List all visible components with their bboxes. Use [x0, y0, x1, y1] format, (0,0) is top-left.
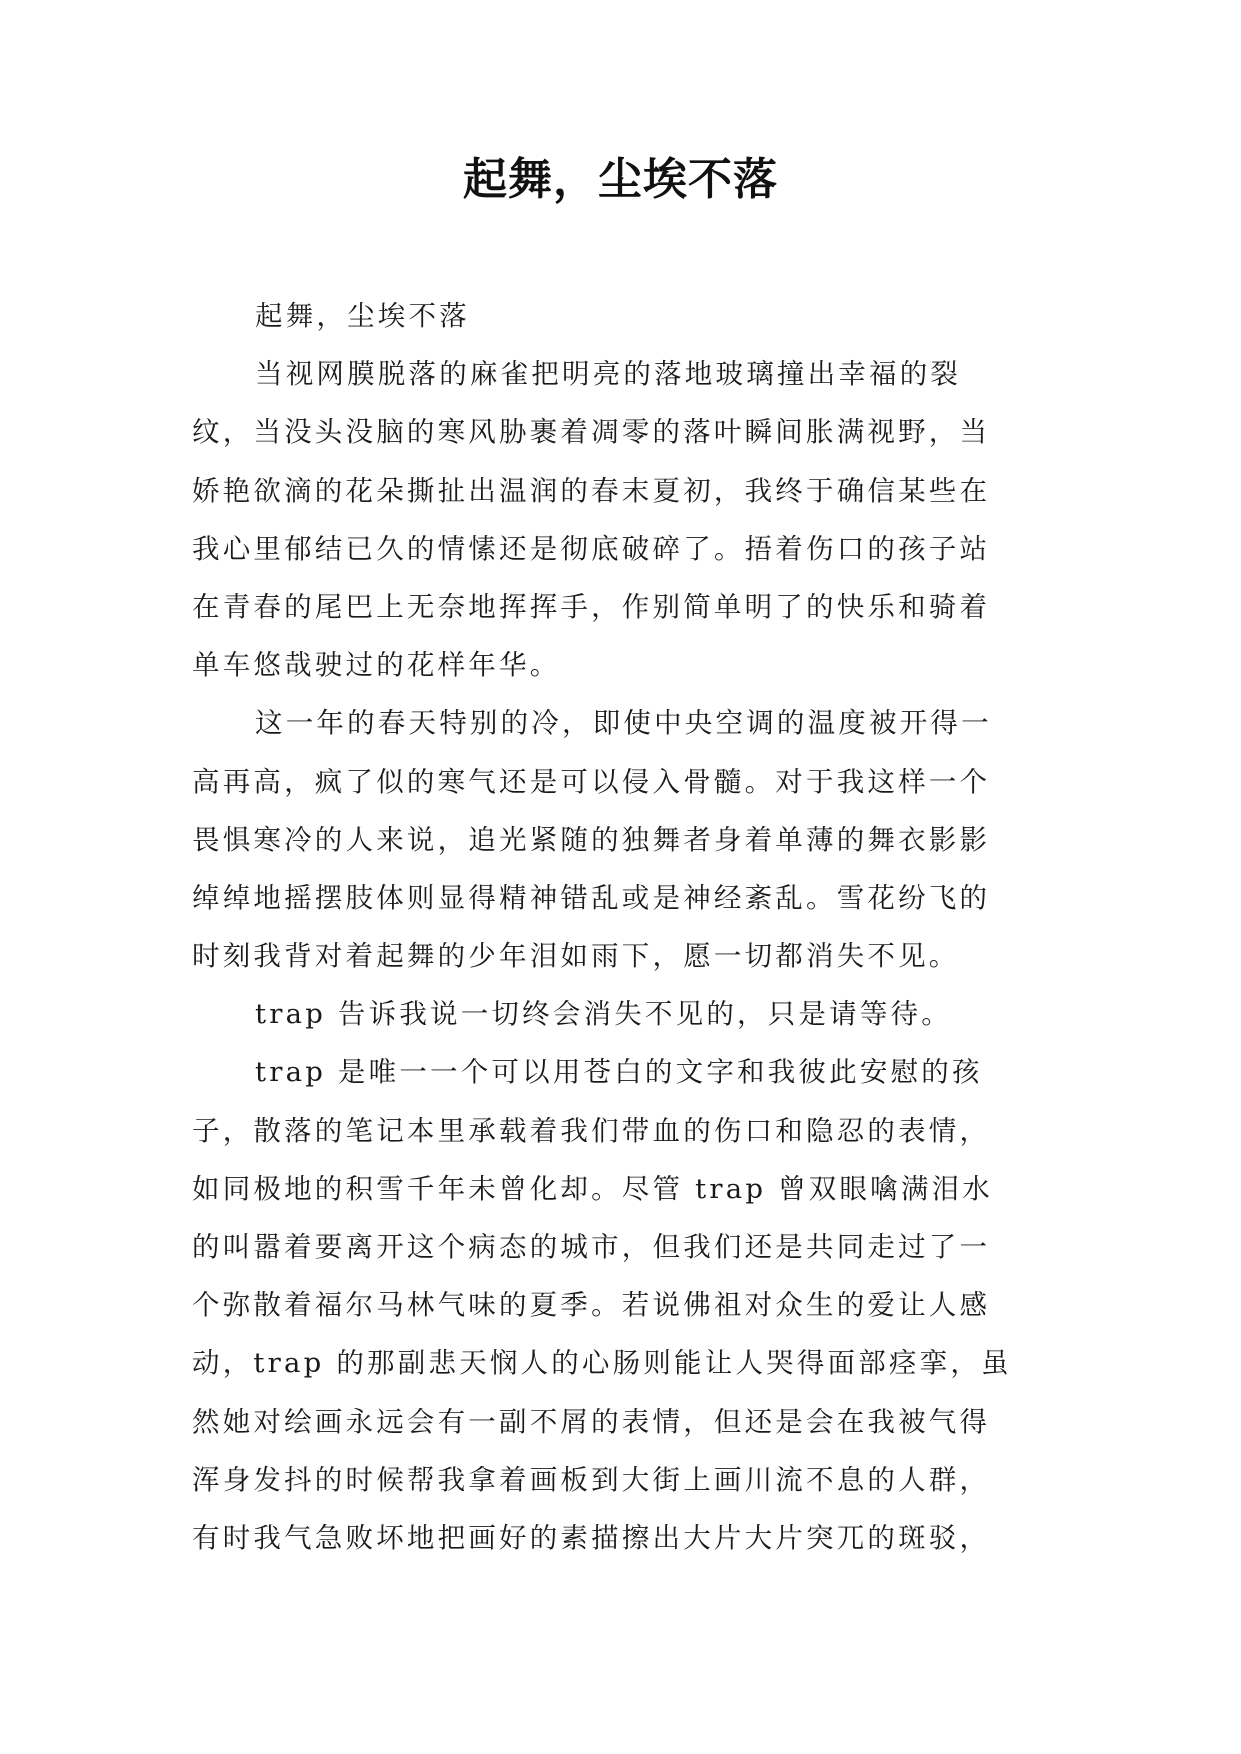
body-line: 的叫嚣着要离开这个病态的城市，但我们还是共同走过了一	[192, 1231, 991, 1263]
body-line: 这一年的春天特别的冷，即使中央空调的温度被开得一	[255, 707, 992, 740]
body-line: 绰绰地摇摆肢体则显得精神错乱或是神经紊乱。雪花纷飞的	[192, 881, 991, 914]
body-line: trap 是唯一一个可以用苍白的文字和我彼此安慰的孩	[255, 1056, 983, 1089]
body-line: trap 告诉我说一切终会消失不见的，只是请等待。	[255, 998, 952, 1031]
body-line: 如同极地的积雪千年未曾化却。尽管 trap 曾双眼噙满泪水	[192, 1172, 993, 1205]
body-line: 动，trap 的那副悲天悯人的心肠则能让人哭得面部痉挛，虽	[192, 1347, 1012, 1380]
body-line: 时刻我背对着起舞的少年泪如雨下，愿一切都消失不见。	[192, 940, 960, 973]
body-line: 我心里郁结已久的情愫还是彻底破碎了。捂着伤口的孩子站	[192, 532, 991, 565]
body-line: 然她对绘画永远会有一副不屑的表情，但还是会在我被气得	[192, 1405, 991, 1438]
body-line: 纹，当没头没脑的寒风胁裹着凋零的落叶瞬间胀满视野，当	[192, 416, 991, 449]
body-line: 浑身发抖的时候帮我拿着画板到大街上画川流不息的人群，	[192, 1463, 991, 1496]
body-line: 单车悠哉驶过的花样年华。	[192, 649, 561, 682]
body-line: 起舞，尘埃不落	[255, 300, 470, 332]
document-body	[192, 287, 1052, 1567]
body-line: 有时我气急败坏地把画好的素描擦出大片大片突兀的斑驳，	[192, 1521, 991, 1554]
body-line: 娇艳欲滴的花朵撕扯出温润的春末夏初，我终于确信某些在	[192, 474, 991, 507]
document-title: 起舞，尘埃不落	[463, 154, 778, 205]
body-line: 畏惧寒冷的人来说，追光紧随的独舞者身着单薄的舞衣影影	[192, 823, 991, 856]
body-line: 个弥散着福尔马林气味的夏季。若说佛祖对众生的爱让人感	[192, 1289, 991, 1322]
body-line: 高再高，疯了似的寒气还是可以侵入骨髓。对于我这样一个	[192, 765, 991, 798]
body-line: 子，散落的笔记本里承载着我们带血的伤口和隐忍的表情，	[192, 1114, 991, 1147]
body-line: 当视网膜脱落的麻雀把明亮的落地玻璃撞出幸福的裂	[255, 358, 962, 391]
body-line: 在青春的尾巴上无奈地挥挥手，作别简单明了的快乐和骑着	[192, 590, 991, 623]
